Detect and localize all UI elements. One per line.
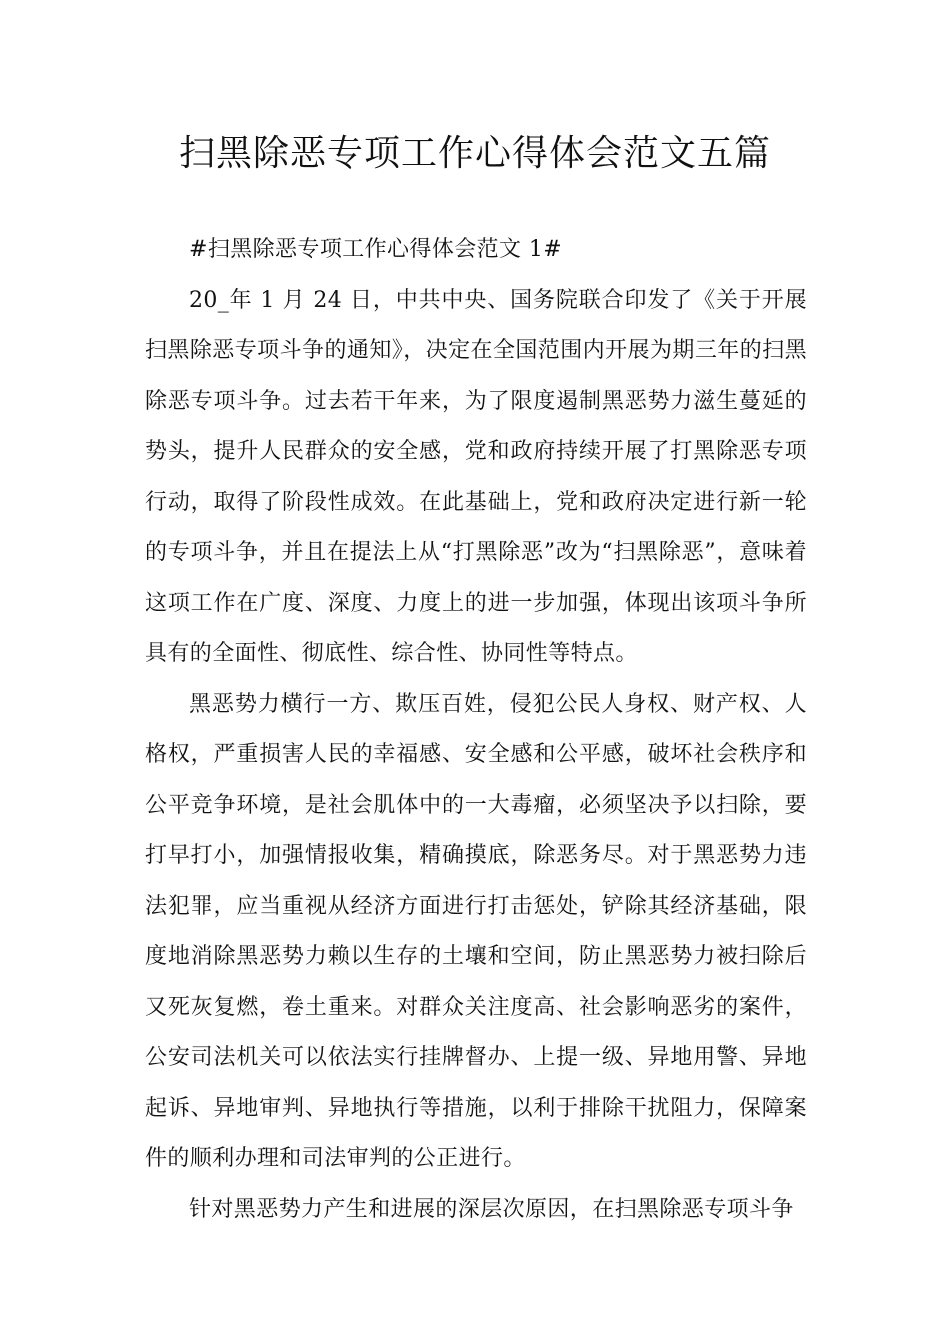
paragraph-2: 黑恶势力横行一方、欺压百姓，侵犯公民人身权、财产权、人格权，严重损害人民的幸福感、安全感和公平感，破坏社会秩序和公平竞争环境，是社会肌体中的一大毒瘤，必须坚决予以扫除，要打早打小，加强情报收集，精确摸底，除恶务尽。对于黑恶势力违法犯罪，应当重视从经济方面进行打击惩处，铲除其经济基础，限度地消除黑恶势力赖以生存的土壤和空间，防止黑恶势力被扫除后又死灰复燃，卷土重来。对群众关注度高、社会影响恶劣的案件，公安司法机关可以依法实行挂牌督办、上提一级、异地用警、异地起诉、异地审判、异地执行等措施，以利于排除干扰阻力，保障案件的顺利办理和司法审判的公正进行。 xyxy=(145,691,807,1171)
paragraph-1: 20_年 1 月 24 日，中共中央、国务院联合印发了《关于开展扫黑除恶专项斗争的通知》，决定在全国范围内开展为期三年的扫黑除恶专项斗争。过去若干年来，为了限度遏制黑恶势力滋生蔓延的势头，提升人民群众的安全感，党和政府持续开展了打黑除恶专项行动，取得了阶段性成效。在此基础上，党和政府决定进行新一轮的专项斗争，并且在提法上从“打黑除恶”改为“扫黑除恶”，意味着这项工作在广度、深度、力度上的进一步加强，体现出该项斗争所具有的全面性、彻底性、综合性、协同性等特点。 xyxy=(145,287,807,666)
paragraph-3: 针对黑恶势力产生和进展的深层次原因，在扫黑除恶专项斗争 xyxy=(189,1196,794,1222)
document-body xyxy=(145,225,807,1235)
section-heading: #扫黑除恶专项工作心得体会范文 1# xyxy=(189,237,563,262)
document-title: 扫黑除恶专项工作心得体会范文五篇 xyxy=(178,133,771,174)
